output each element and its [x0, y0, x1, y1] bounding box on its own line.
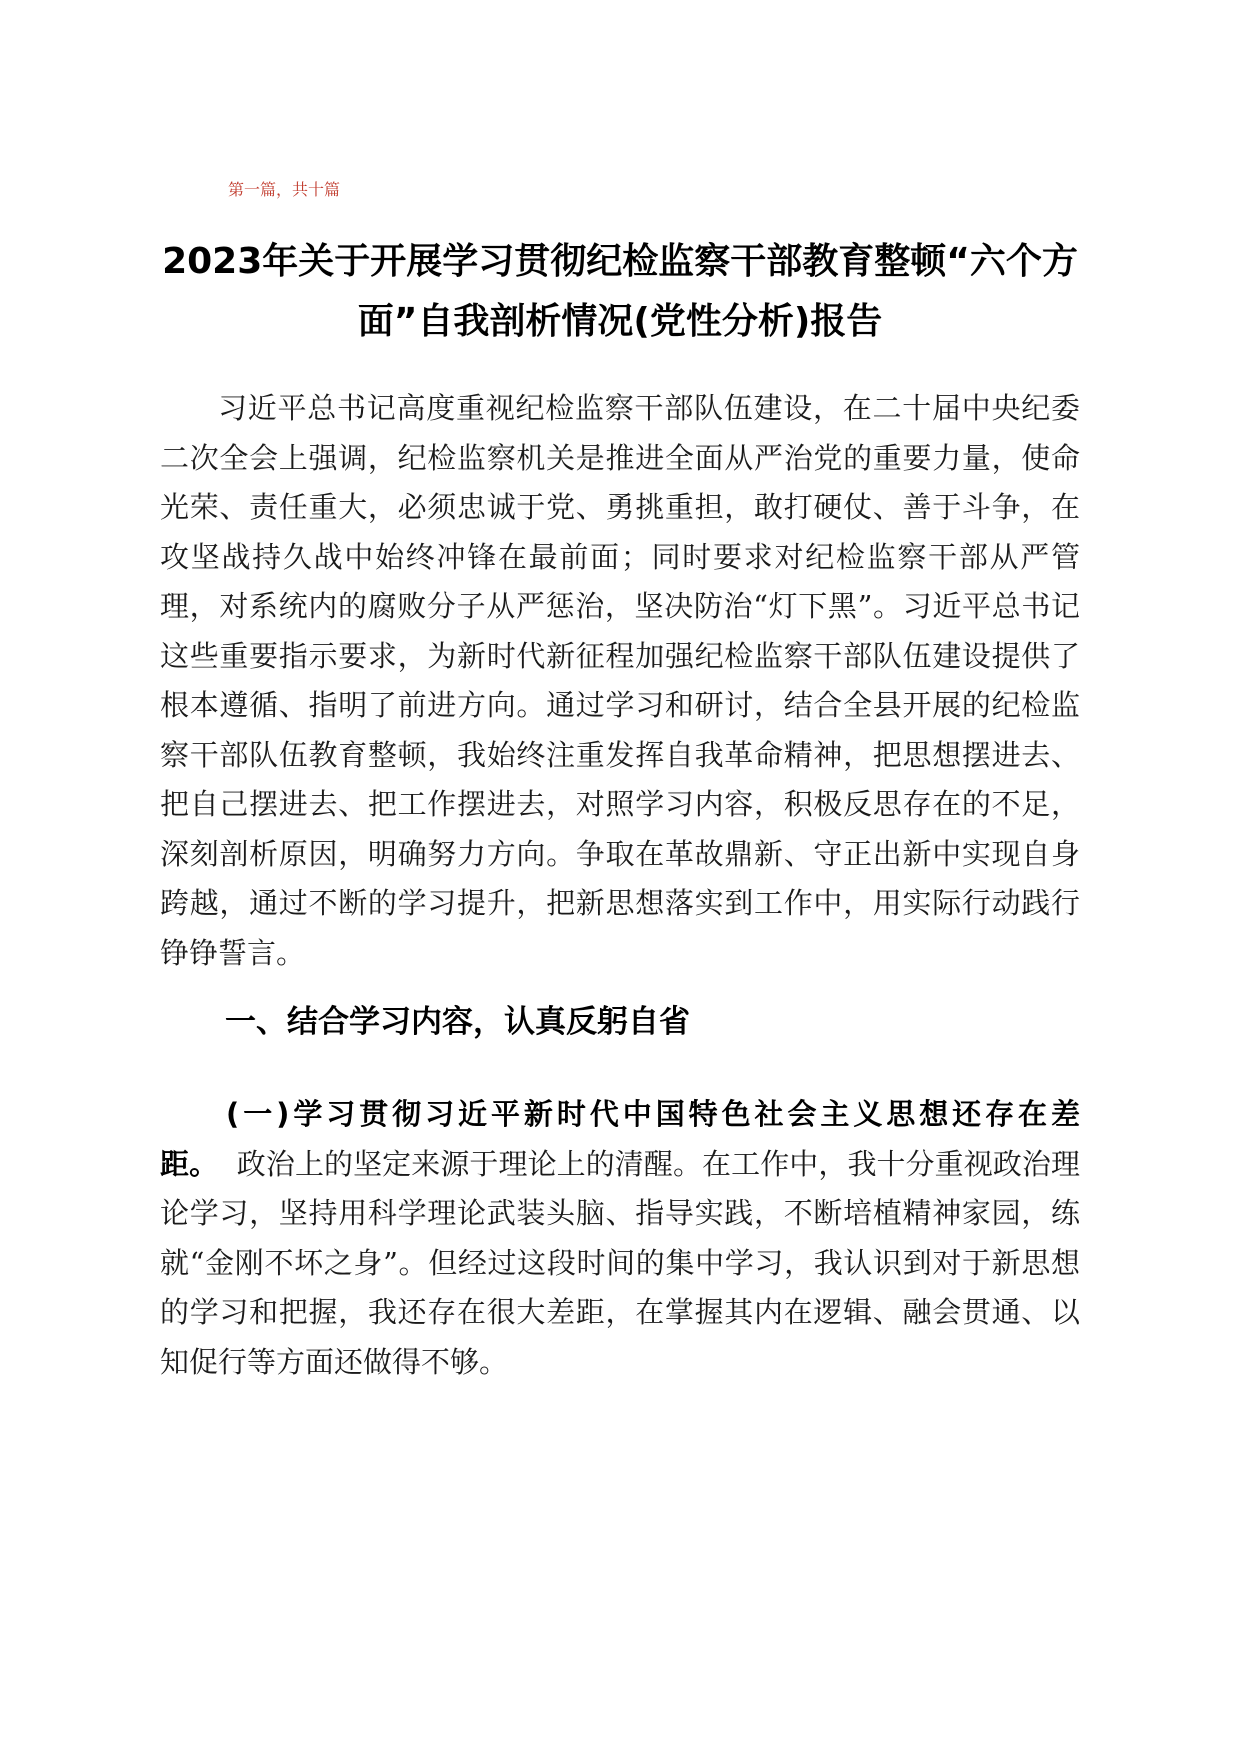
page-marker: 第一篇，共十篇 [228, 180, 341, 199]
document-title: 2023年关于开展学习贯彻纪检监察干部教育整顿“六个方面”自我剖析情况(党性分析)报告 [162, 241, 1078, 342]
intro-paragraph: 习近平总书记高度重视纪检监察干部队伍建设，在二十届中央纪委二次全会上强调，纪检监察机关是推进全面从严治党的重要力量，使命光荣、责任重大，必须忠诚于党、勇挑重担，敢打硬仗、善于斗争，在攻坚战持久战中始终冲锋在最前面；同时要求对纪检监察干部从严管理，对系统内的腐败分子从严惩治，坚决防治“灯下黑”。习近平总书记这些重要指示要求，为新时代新征程加强纪检监察干部队伍建设提供了根本遵循、指明了前进方向。通过学习和研讨，结合全县开展的纪检监察干部队伍教育整顿，我始终注重发挥自我革命精神，把思想摆进去、把自己摆进去、把工作摆进去，对照学习内容，积极反思存在的不足，深刻剖析原因，明确努力方向。争取在革故鼎新、守正出新中实现自身跨越，通过不断的学习提升，把新思想落实到工作中，用实际行动践行铮铮誓言。 [160, 391, 1080, 970]
subsection-text: 政治上的坚定来源于理论上的清醒。在工作中，我十分重视政治理论学习，坚持用科学理论武装头脑、指导实践，不断培植精神家园，练就“金刚不坏之身”。但经过这段时间的集中学习，我认识到对于新思想的学习和把握，我还存在很大差距，在掌握其内在逻辑、融会贯通、以知促行等方面还做得不够。 [160, 1146, 1080, 1379]
section-heading: 一、结合学习内容，认真反躬自省 [225, 1004, 690, 1040]
subsection-heading: (一)学习贯彻习近平新时代中国特色社会主义思想还存在差距。 [160, 1097, 1080, 1181]
subsection-paragraph [160, 1090, 1080, 1387]
